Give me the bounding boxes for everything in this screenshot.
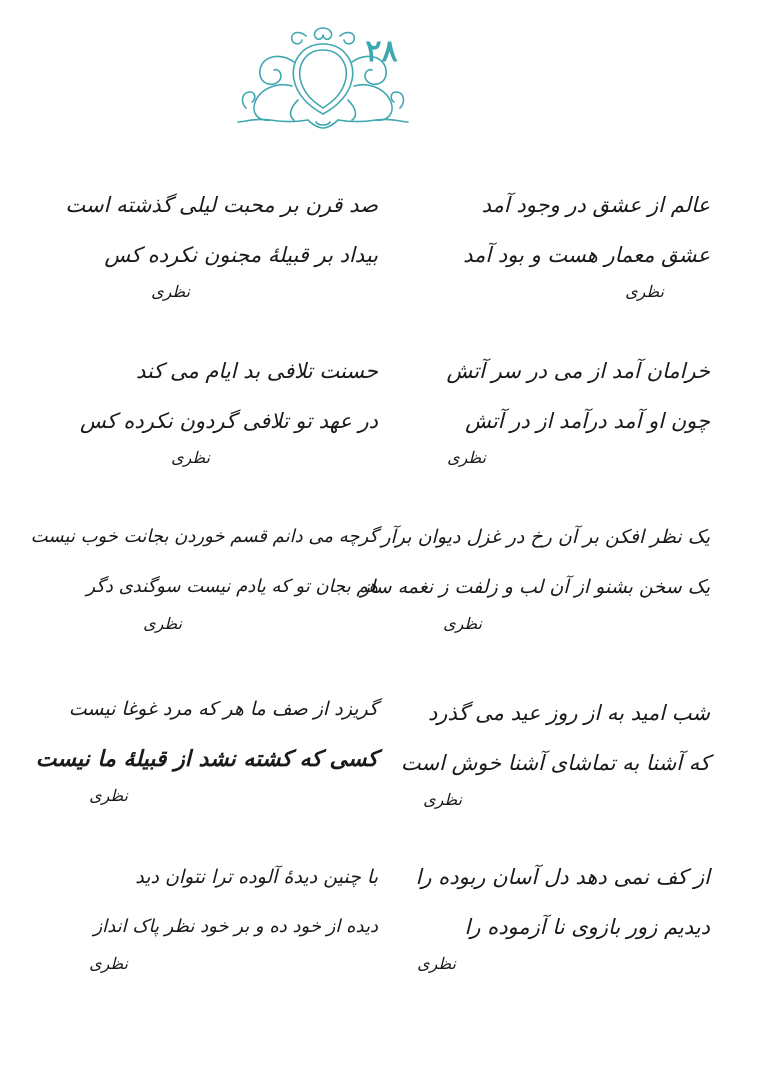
poem-block [48, 356, 378, 467]
poem-block [35, 694, 378, 805]
poem-block [380, 356, 710, 467]
verse-line: خرامان آمد از می در سر آتش [446, 359, 710, 383]
author-signature: نظری [625, 282, 664, 301]
author-signature: نظری [447, 448, 486, 467]
poem-block [380, 698, 710, 809]
verse-line: از کف نمی دهد دل آسان ربوده را [415, 865, 710, 889]
verse-line: کسی که کشته نشد از قبیلهٔ ما نیست [35, 746, 378, 772]
author-signature: نظری [443, 614, 482, 633]
verse-line: چون او آمد درآمد از در آتش [465, 409, 710, 433]
verse-line: با چنین دیدهٔ آلوده ترا نتوان دید [135, 866, 378, 888]
author-signature: نظری [423, 790, 462, 809]
verse-line: عشق معمار هست و بود آمد [463, 243, 710, 267]
verse-line: یک سخن بشنو از آن لب و زلفت ز نغمه ساز [360, 576, 710, 598]
poem-block [380, 190, 710, 301]
verse-line: در عهد تو تلافی گردون نکرده کس [79, 409, 378, 433]
verse-line: شب امید به از روز عید می گذرد [427, 701, 710, 725]
verse-line: گرچه می دانم قسم خوردن بجانت خوب نیست [30, 526, 378, 547]
author-signature: نظری [89, 786, 128, 805]
author-signature: نظری [89, 954, 128, 973]
poem-block [30, 522, 378, 633]
verse-line: دیده از خود ده و بر خود نظر پاک انداز [93, 916, 378, 937]
verse-line: که آشنا به تماشای آشنا خوش است [400, 751, 710, 775]
verse-line: حسنت تلافی بد ایام می کند [135, 359, 378, 383]
poem-block [48, 862, 378, 973]
verse-line: بیداد بر قبیلهٔ مجنون نکرده کس [104, 243, 378, 267]
verse-line: صد قرن بر محبت لیلی گذشته است [65, 193, 378, 217]
author-signature: نظری [143, 614, 182, 633]
verse-line: گریزد از صف ما هر که مرد غوغا نیست [68, 698, 378, 720]
page-number: ۲۸ [365, 34, 398, 69]
author-signature: نظری [171, 448, 210, 467]
verse-line: یک نظر افکن بر آن رخ در غزل دیوان برآر [381, 526, 710, 548]
verse-line: دیدیم زور بازوی نا آزموده را [464, 915, 710, 939]
verse-line: هم بجان تو که یادم نیست سوگندی دگر [86, 576, 378, 597]
poem-block [48, 190, 378, 301]
author-signature: نظری [151, 282, 190, 301]
author-signature: نظری [417, 954, 456, 973]
verse-line: عالم از عشق در وجود آمد [481, 193, 710, 217]
poem-block [380, 862, 710, 973]
poem-block [360, 522, 710, 633]
